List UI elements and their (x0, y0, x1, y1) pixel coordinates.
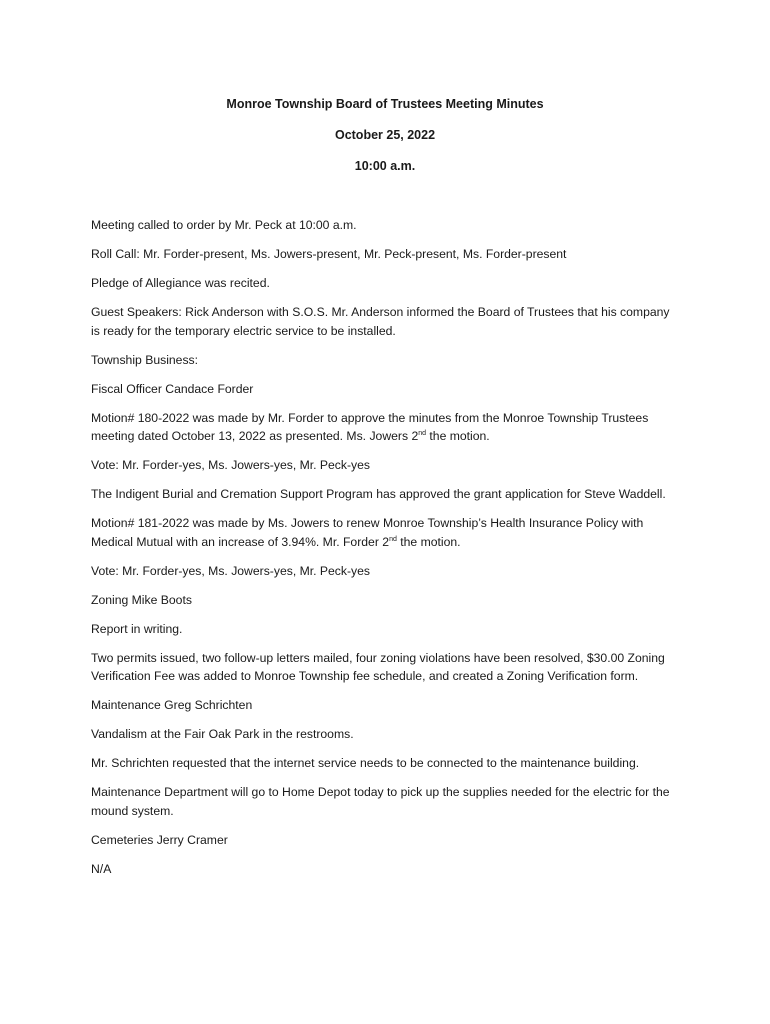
call-to-order-paragraph: Meeting called to order by Mr. Peck at 10:00 a.m. (91, 218, 357, 232)
motion-180-text: Motion# 180-2022 was made by Mr. Forder to approve the minutes from the Monroe Township Trustees meeting dated October 13, 2022 as presented. Ms. Jowers 2 (91, 410, 649, 444)
maintenance-heading: Maintenance Greg Schrichten (91, 698, 253, 713)
fiscal-officer-heading: Fiscal Officer Candace Forder (91, 381, 254, 396)
ordinal-suffix: nd (418, 430, 427, 438)
zoning-heading: Zoning Mike Boots (91, 592, 192, 607)
vote-paragraph: Vote: Mr. Forder-yes, Ms. Jowers-yes, Mr. Peck-yes (91, 458, 371, 473)
pledge-paragraph: Pledge of Allegiance was recited. (91, 275, 270, 290)
internet-service-paragraph: Mr. Schrichten requested that the internet service needs to be connected to the maintenance building. (91, 756, 640, 771)
motion-181-paragraph (91, 514, 681, 551)
burial-grant-paragraph: The Indigent Burial and Cremation Support Program has approved the grant application for Steve Waddell. (91, 487, 666, 502)
document-title: Monroe Township Board of Trustees Meeting Minutes (226, 97, 544, 111)
zoning-report-paragraph: Report in writing. (91, 621, 183, 636)
meeting-date: October 25, 2022 (334, 128, 436, 142)
ordinal-suffix: nd (389, 535, 397, 543)
motion-181-text-end: the motion. (396, 534, 461, 549)
home-depot-paragraph: Maintenance Department will go to Home Depot today to pick up the supplies needed for the electric for the mound system. (91, 785, 670, 818)
vote-paragraph: Vote: Mr. Forder-yes, Ms. Jowers-yes, Mr. Peck-yes (91, 563, 371, 578)
zoning-details-paragraph: Two permits issued, two follow-up letters mailed, four zoning violations have been resolved, $30.00 Zoning Verification Fee was added to Monroe Township fee schedule, and created a Zoning Verification form. (91, 650, 665, 684)
motion-181-text: Motion# 181-2022 was made by Ms. Jowers to renew Monroe Township’s Health Insurance Policy with Medical Mutual with an increase of 3.94%. Mr. Forder 2 (91, 516, 644, 549)
motion-180-text-end: the motion. (426, 429, 490, 444)
vandalism-paragraph: Vandalism at the Fair Oak Park in the restrooms. (91, 727, 354, 742)
roll-call-paragraph: Roll Call: Mr. Forder-present, Ms. Jowers-present, Mr. Peck-present, Ms. Forder-present (91, 246, 567, 261)
cemeteries-heading: Cemeteries Jerry Cramer (91, 832, 228, 847)
township-business-heading: Township Business: (91, 352, 199, 367)
cemeteries-report-paragraph: N/A (91, 861, 112, 876)
minutes-body (91, 216, 681, 889)
meeting-time: 10:00 a.m. (354, 159, 416, 173)
motion-180-paragraph (91, 409, 681, 446)
guest-speakers-paragraph: Guest Speakers: Rick Anderson with S.O.S. Mr. Anderson informed the Board of Trustees that his company is ready for the temporary electric service to be installed. (91, 304, 670, 338)
